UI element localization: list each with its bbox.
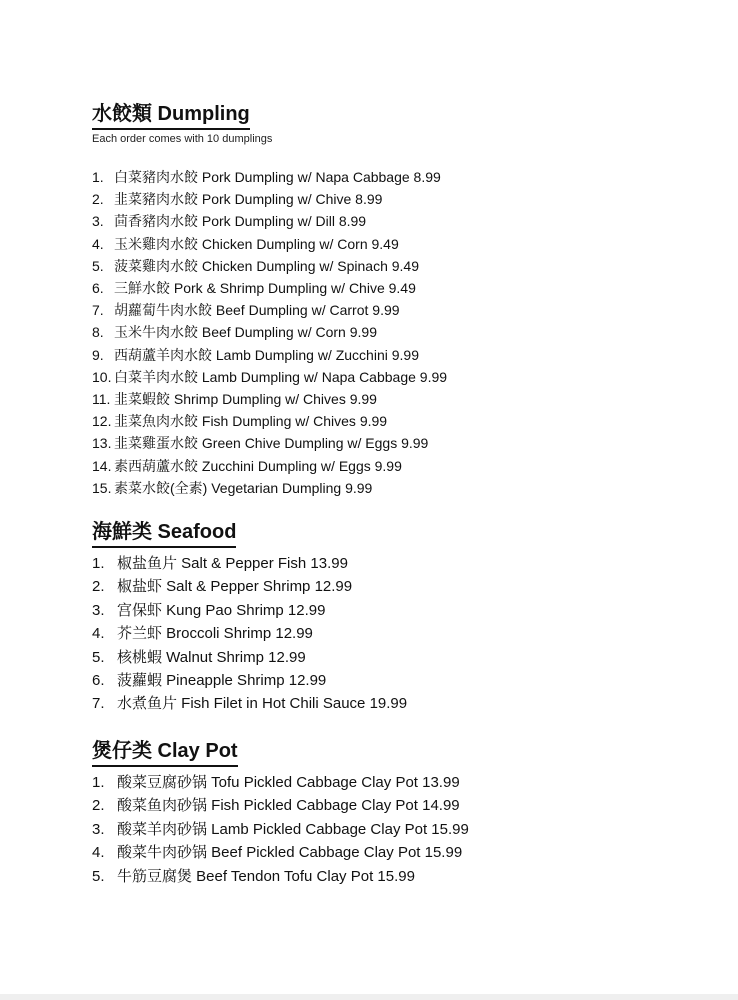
item-text: 白菜豬肉水餃 Pork Dumpling w/ Napa Cabbage 8.99 (114, 169, 441, 185)
menu-item (92, 841, 712, 864)
item-number: 6. (92, 672, 105, 690)
item-number: 7. (92, 302, 104, 319)
item-number: 1. (92, 774, 105, 791)
menu-item (92, 552, 712, 575)
menu-item (92, 321, 712, 343)
claypot-list (92, 771, 712, 888)
item-number: 5. (92, 257, 104, 274)
menu-item (92, 388, 712, 410)
item-number: 1. (92, 169, 104, 185)
menu-item (92, 646, 712, 669)
item-text: 韭菜魚肉水餃 Fish Dumpling w/ Chives 9.99 (114, 413, 388, 430)
menu-item (92, 344, 712, 366)
item-text: 酸菜羊肉砂锅 Lamb Pickled Cabbage Clay Pot 15.99 (117, 820, 469, 838)
menu-item (92, 366, 712, 388)
item-text: 韭菜雞蛋水餃 Green Chive Dumpling w/ Eggs 9.99 (114, 435, 429, 452)
menu-item (92, 410, 712, 432)
item-number: 3. (92, 820, 105, 838)
dumpling-list (92, 166, 712, 499)
menu-item (92, 575, 712, 598)
item-number: 12. (92, 413, 112, 430)
item-text: 菠菜雞肉水餃 Chicken Dumpling w/ Spinach 9.49 (114, 257, 420, 274)
menu-item (92, 188, 712, 210)
menu-item (92, 233, 712, 255)
item-text: 茴香豬肉水餃 Pork Dumpling w/ Dill 8.99 (114, 213, 367, 230)
item-text: 芥兰虾 Broccoli Shrimp 12.99 (117, 625, 313, 643)
item-text: 椒盐虾 Salt & Pepper Shrimp 12.99 (117, 578, 353, 596)
item-text: 素西葫蘆水餃 Zucchini Dumpling w/ Eggs 9.99 (114, 457, 402, 474)
section-title-claypot: 煲仔类 Clay Pot (92, 739, 238, 767)
item-number: 10. (92, 368, 112, 385)
item-number: 2. (92, 191, 104, 208)
item-text: 韭菜蝦餃 Shrimp Dumpling w/ Chives 9.99 (114, 391, 377, 408)
seafood-list (92, 552, 712, 716)
item-text: 椒盐鱼片 Salt & Pepper Fish 13.99 (117, 555, 348, 572)
menu-item (92, 277, 712, 299)
item-text: 韭菜豬肉水餃 Pork Dumpling w/ Chive 8.99 (114, 191, 383, 208)
menu-item (92, 818, 712, 841)
item-number: 9. (92, 346, 104, 363)
menu-item (92, 477, 712, 499)
item-number: 15. (92, 479, 112, 496)
menu-item (92, 692, 712, 715)
item-text: 牛筋豆腐煲 Beef Tendon Tofu Clay Pot 15.99 (117, 867, 415, 885)
item-text: 三鮮水餃 Pork & Shrimp Dumpling w/ Chive 9.49 (114, 280, 416, 297)
item-number: 4. (92, 844, 105, 862)
section-title-dumpling: 水餃類 Dumpling (92, 102, 250, 130)
menu-item (92, 255, 712, 277)
item-text: 玉米牛肉水餃 Beef Dumpling w/ Corn 9.99 (114, 324, 377, 341)
menu-item (92, 794, 712, 817)
item-number: 2. (92, 578, 105, 596)
item-text: 素菜水餃(全素) Vegetarian Dumpling 9.99 (114, 479, 373, 496)
menu-item (92, 865, 712, 888)
item-number: 4. (92, 625, 105, 643)
item-number: 7. (92, 695, 105, 713)
item-number: 5. (92, 867, 105, 885)
dumpling-note: Each order comes with 10 dumplings (92, 133, 273, 145)
item-text: 玉米雞肉水餃 Chicken Dumpling w/ Corn 9.49 (114, 235, 399, 252)
item-text: 酸菜牛肉砂锅 Beef Pickled Cabbage Clay Pot 15.99 (117, 844, 463, 862)
item-number: 13. (92, 435, 112, 452)
menu-item (92, 599, 712, 622)
menu-item (92, 166, 712, 188)
item-text: 酸菜鱼肉砂锅 Fish Pickled Cabbage Clay Pot 14.99 (117, 797, 460, 815)
item-number: 8. (92, 324, 104, 341)
seafood-section (92, 520, 712, 716)
item-text: 菠蘿蝦 Pineapple Shrimp 12.99 (117, 672, 327, 690)
item-text: 宫保虾 Kung Pao Shrimp 12.99 (117, 601, 326, 619)
item-number: 2. (92, 797, 105, 815)
item-text: 胡蘿蔔牛肉水餃 Beef Dumpling w/ Carrot 9.99 (114, 302, 400, 319)
dumpling-section (92, 102, 712, 499)
item-number: 1. (92, 555, 105, 572)
item-text: 白菜羊肉水餃 Lamb Dumpling w/ Napa Cabbage 9.99 (114, 368, 448, 385)
menu-item (92, 432, 712, 454)
item-number: 14. (92, 457, 112, 474)
item-text: 核桃蝦 Walnut Shrimp 12.99 (117, 648, 306, 666)
item-number: 6. (92, 280, 104, 297)
menu-item (92, 210, 712, 232)
menu-item (92, 622, 712, 645)
menu-item (92, 455, 712, 477)
menu-item (92, 771, 712, 794)
item-number: 4. (92, 235, 104, 252)
item-text: 西葫蘆羊肉水餃 Lamb Dumpling w/ Zucchini 9.99 (114, 346, 419, 363)
menu-item (92, 669, 712, 692)
item-text: 水煮鱼片 Fish Filet in Hot Chili Sauce 19.99 (117, 695, 408, 713)
claypot-section (92, 739, 712, 888)
item-number: 3. (92, 601, 105, 619)
page-bottom-edge (0, 994, 738, 1000)
item-number: 5. (92, 648, 105, 666)
item-number: 3. (92, 213, 104, 230)
section-title-seafood: 海鮮类 Seafood (92, 520, 236, 548)
item-text: 酸菜豆腐砂锅 Tofu Pickled Cabbage Clay Pot 13.99 (117, 774, 460, 791)
menu-item (92, 299, 712, 321)
item-number: 11. (92, 391, 111, 408)
